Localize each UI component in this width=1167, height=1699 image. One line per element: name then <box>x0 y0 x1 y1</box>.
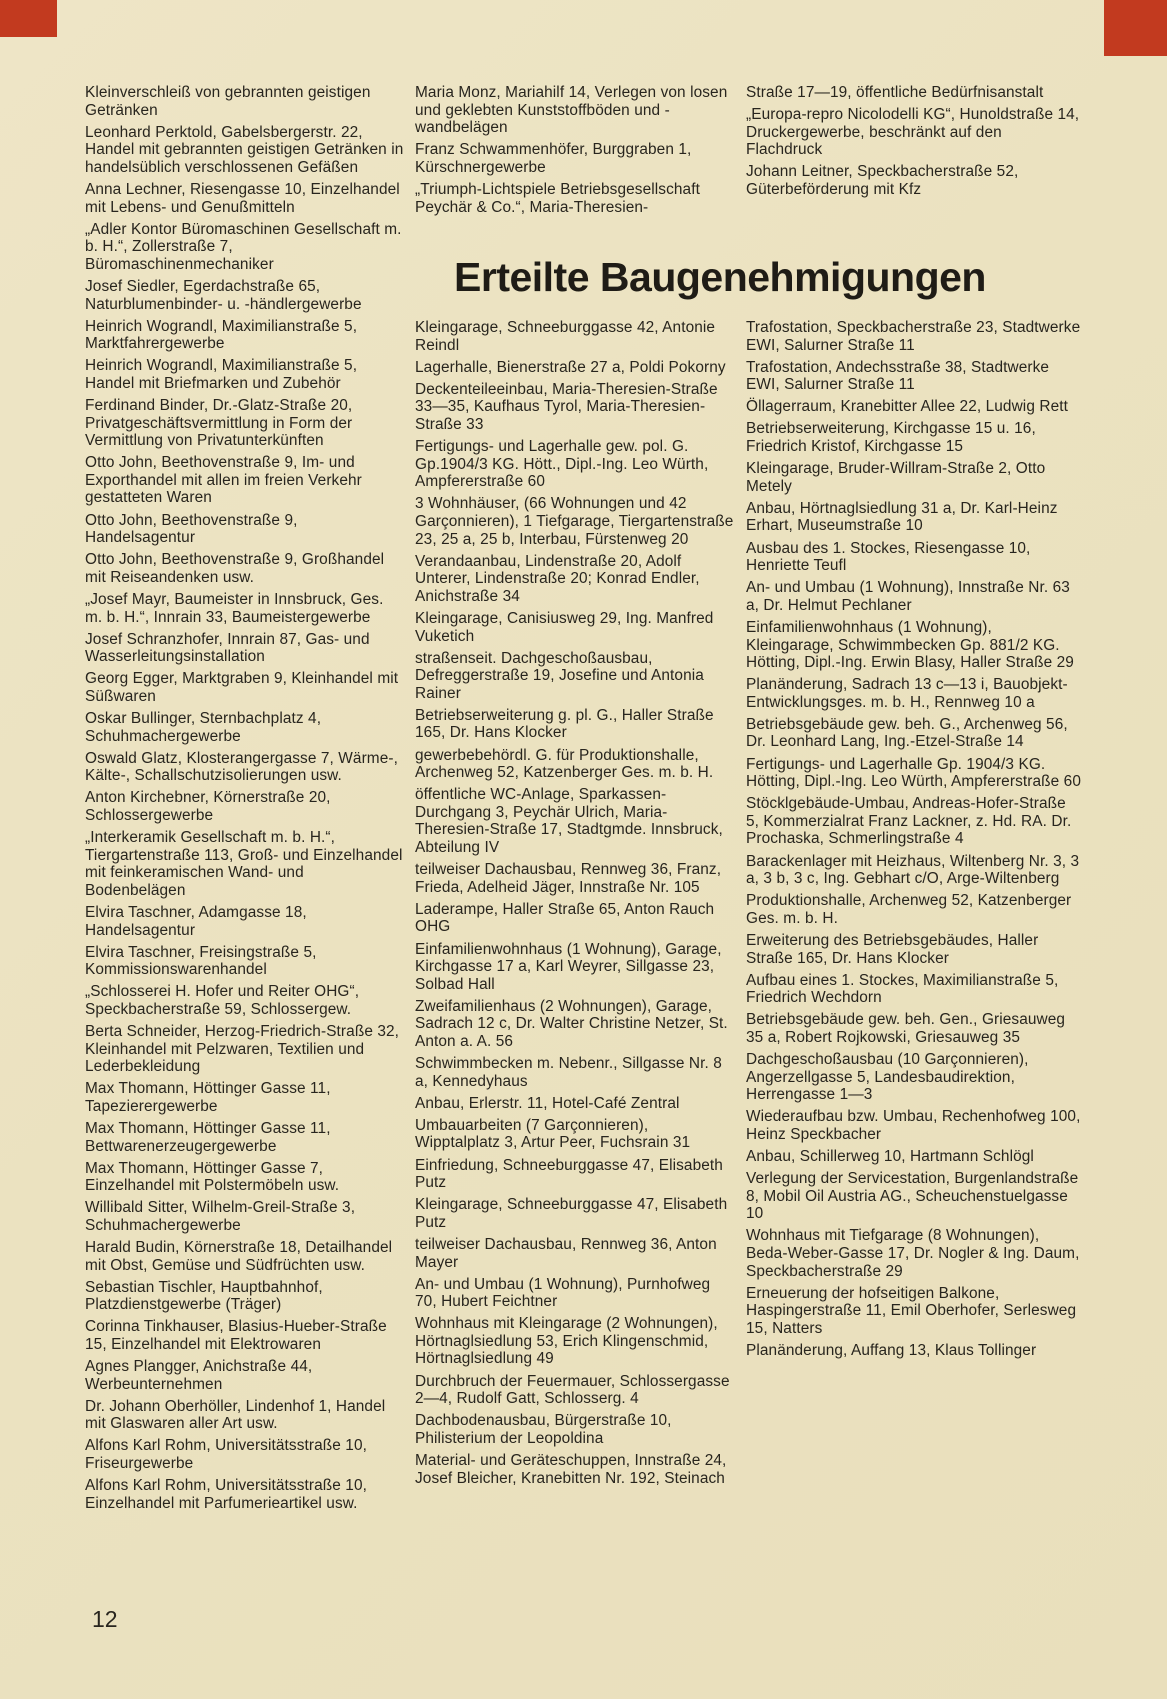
list-entry: „Schlosserei H. Hofer und Reiter OHG“, Speckbacherstraße 59, Schlossergew. <box>85 983 360 1018</box>
list-entry: Wohnhaus mit Tiefgarage (8 Wohnungen), Beda-Weber-Gasse 17, Dr. Nogler & Ing. Daum, Speckbacherstraße 29 <box>746 1227 1080 1280</box>
list-entry: Barackenlager mit Heizhaus, Wiltenberg Nr. 3, 3 a, 3 b, 3 c, Ing. Gebhart c/O, Arge-Wiltenberg <box>746 852 1080 888</box>
list-entry: Max Thomann, Höttinger Gasse 11, Bettwarenerzeugergewerbe <box>85 1119 331 1155</box>
list-entry: Max Thomann, Höttinger Gasse 11, Tapezierergewerbe <box>85 1080 331 1115</box>
list-entry: Trafostation, Speckbacherstraße 23, Stadtwerke EWI, Salurner Straße 11 <box>746 319 1081 354</box>
list-entry: Kleingarage, Canisiusweg 29, Ing. Manfred Vuketich <box>415 609 714 645</box>
list-entry: Max Thomann, Höttinger Gasse 7, Einzelhandel mit Polstermöbeln usw. <box>85 1159 340 1195</box>
list-entry: Harald Budin, Körnerstraße 18, Detailhandel mit Obst, Gemüse und Südfrüchten usw. <box>85 1239 393 1274</box>
list-entry: An- und Umbau (1 Wohnung), Purnhofweg 70, Hubert Feichtner <box>415 1275 711 1311</box>
list-entry: Franz Schwammenhöfer, Burggraben 1, Kürschnergewerbe <box>415 141 692 176</box>
list-entry: Anton Kirchebner, Körnerstraße 20, Schlossergewerbe <box>85 789 331 824</box>
list-entry: Stöcklgebäude-Umbau, Andreas-Hofer-Straße 5, Kommerzialrat Franz Lackner, z. Hd. RA. Dr. Prochaska, Schmerlingstraße 4 <box>746 795 1072 848</box>
list-entry: Einfamilienwohnhaus (1 Wohnung), Kleingarage, Schwimmbecken Gp. 881/2 KG. Hötting, Dipl.-Ing. Erwin Blasy, Haller Straße 29 <box>746 618 1074 672</box>
list-entry: „Interkeramik Gesellschaft m. b. H.“, Tiergartenstraße 113, Groß- und Einzelhandel mit feinkeramischen Wand- und Bodenbelägen <box>85 829 403 899</box>
list-entry: Johann Leitner, Speckbacherstraße 52, Güterbeförderung mit Kfz <box>746 163 1019 198</box>
list-entry: 3 Wohnhäuser, (66 Wohnungen und 42 Garçonnieren), 1 Tiefgarage, Tiergartenstraße 23, 25 a, 25 b, Interbau, Fürstenweg 20 <box>415 495 734 548</box>
page-number: 12 <box>92 1606 118 1632</box>
list-entry: Otto John, Beethovenstraße 9, Handelsagentur <box>85 511 298 547</box>
list-entry: Heinrich Wograndl, Maximilianstraße 5, Marktfahrergewerbe <box>85 317 358 353</box>
list-entry: Verlegung der Servicestation, Burgenlandstraße 8, Mobil Oil Austria AG., Scheuchenstuelgasse 10 <box>746 1170 1079 1223</box>
list-entry: Deckenteileeinbau, Maria-Theresien-Straße 33—35, Kaufhaus Tyrol, Maria-Theresien-Straße 33 <box>415 380 718 433</box>
list-entry: teilweiser Dachausbau, Rennweg 36, Franz, Frieda, Adelheid Jäger, Innstraße Nr. 105 <box>415 861 722 896</box>
list-entry: Erweiterung des Betriebsgebäudes, Haller Straße 165, Dr. Hans Klocker <box>746 931 1039 967</box>
list-entry: Trafostation, Andechsstraße 38, Stadtwerke EWI, Salurner Straße 11 <box>746 358 1050 394</box>
list-entry: Elvira Taschner, Adamgasse 18, Handelsagentur <box>85 903 307 939</box>
list-entry: Berta Schneider, Herzog-Friedrich-Straße 32, Kleinhandel mit Pelzwaren, Textilien und Lederbekleidung <box>85 1023 400 1076</box>
red-corner-mark-top-left <box>0 0 57 37</box>
list-entry: Lagerhalle, Bienerstraße 27 a, Poldi Pokorny <box>415 358 726 376</box>
list-entry: Erneuerung der hofseitigen Balkone, Haspingerstraße 11, Emil Oberhofer, Serlesweg 15, Natters <box>746 1284 1077 1337</box>
list-entry: Fertigungs- und Lagerhalle Gp. 1904/3 KG. Hötting, Dipl.-Ing. Leo Würth, Ampfererstraße 60 <box>746 755 1081 791</box>
list-entry: Oskar Bullinger, Sternbachplatz 4, Schuhmachergewerbe <box>85 710 322 745</box>
trade-register-continuation-band <box>415 84 1081 222</box>
list-entry: Dachgeschoßausbau (10 Garçonnieren), Angerzellgasse 5, Landesbaudirektion, Herrengasse 1—3 <box>746 1050 1029 1104</box>
list-entry: „Triumph-Lichtspiele Betriebsgesellschaft Peychär & Co.“, Maria-Theresien- <box>415 180 700 216</box>
list-entry: Einfriedung, Schneeburggasse 47, Elisabeth Putz <box>415 1156 723 1192</box>
list-entry: Josef Siedler, Egerdachstraße 65, Naturblumenbinder- u. -händlergewerbe <box>85 277 362 313</box>
list-entry: „Josef Mayr, Baumeister in Innsbruck, Ges. m. b. H.“, Innrain 33, Baumeistergewerbe <box>85 590 384 626</box>
list-entry: Betriebserweiterung, Kirchgasse 15 u. 16, Friedrich Kristof, Kirchgasse 15 <box>746 420 1036 456</box>
list-entry: Betriebserweiterung g. pl. G., Haller Straße 165, Dr. Hans Klocker <box>415 706 714 742</box>
list-entry: Material- und Geräteschuppen, Innstraße 24, Josef Bleicher, Kranebitten Nr. 192, Steinach <box>415 1451 727 1487</box>
list-entry: Oswald Glatz, Klosterangergasse 7, Wärme-, Kälte-, Schallschutzisolierungen usw. <box>85 749 398 785</box>
list-entry: Produktionshalle, Archenweg 52, Katzenberger Ges. m. b. H. <box>746 892 1072 927</box>
list-entry: Otto John, Beethovenstraße 9, Im- und Exporthandel mit allen im freien Verkehr gestatteten Waren <box>85 454 362 507</box>
list-entry: Anbau, Schillerweg 10, Hartmann Schlögl <box>746 1147 1034 1165</box>
list-entry: Laderampe, Haller Straße 65, Anton Rauch OHG <box>415 900 715 936</box>
trade-register-column-right-top <box>746 84 1081 222</box>
list-entry: Alfons Karl Rohm, Universitätsstraße 10, Friseurgewerbe <box>85 1437 367 1473</box>
list-entry: Durchbruch der Feuermauer, Schlossergasse 2—4, Rudolf Gatt, Schlosserg. 4 <box>415 1372 730 1408</box>
list-entry: Kleinverschleiß von gebrannten geistigen Getränken <box>85 84 371 119</box>
list-entry: Zweifamilienhaus (2 Wohnungen), Garage, Sadrach 12 c, Dr. Walter Christine Netzer, St. Anton a. A. 56 <box>415 997 728 1050</box>
list-entry: Josef Schranzhofer, Innrain 87, Gas- und Wasserleitungsinstallation <box>85 630 370 666</box>
list-entry: Corinna Tinkhauser, Blasius-Hueber-Straße 15, Einzelhandel mit Elektrowaren <box>85 1318 387 1353</box>
list-entry: Anbau, Hörtnaglsiedlung 31 a, Dr. Karl-Heinz Erhart, Museumstraße 10 <box>746 499 1058 535</box>
list-entry: Planänderung, Sadrach 13 c—13 i, Bauobjekt-Entwicklungsges. m. b. H., Rennweg 10 a <box>746 676 1068 711</box>
list-entry: Anna Lechner, Riesengasse 10, Einzelhandel mit Lebens- und Genußmitteln <box>85 180 400 216</box>
list-entry: teilweiser Dachausbau, Rennweg 36, Anton Mayer <box>415 1235 717 1271</box>
list-entry: Betriebsgebäude gew. beh. G., Archenweg 56, Dr. Leonhard Lang, Ing.-Etzel-Straße 14 <box>746 715 1068 751</box>
list-entry: Öllagerraum, Kranebitter Allee 22, Ludwig Rett <box>746 398 1068 416</box>
list-entry: Willibald Sitter, Wilhelm-Greil-Straße 3, Schuhmachergewerbe <box>85 1199 356 1234</box>
list-entry: öffentliche WC-Anlage, Sparkassen-Durchgang 3, Peychär Ulrich, Maria-Theresien-Straße 17, Stadtgmde. Innsbruck, Abteilung IV <box>415 786 723 857</box>
list-entry: straßenseit. Dachgeschoßausbau, Defreggerstraße 19, Josefine und Antonia Rainer <box>415 649 704 702</box>
list-entry: Kleingarage, Schneeburggasse 47, Elisabeth Putz <box>415 1196 728 1231</box>
list-entry: „Adler Kontor Büromaschinen Gesellschaft m. b. H.“, Zollerstraße 7, Büromaschinenmechaniker <box>85 220 402 273</box>
right-content-area <box>415 84 1081 1492</box>
list-entry: Georg Egger, Marktgraben 9, Kleinhandel mit Süßwaren <box>85 670 399 705</box>
list-entry: Straße 17—19, öffentliche Bedürfnisanstalt <box>746 84 1044 101</box>
list-entry: Wohnhaus mit Kleingarage (2 Wohnungen), Hörtnaglsiedlung 53, Erich Klingenschmid, Hörtnaglsiedlung 49 <box>415 1315 718 1368</box>
trade-register-column-left <box>85 84 404 1517</box>
red-corner-mark-top-right <box>1104 0 1167 56</box>
list-entry: Umbauarbeiten (7 Garçonnieren), Wipptalplatz 3, Artur Peer, Fuchsrain 31 <box>415 1116 691 1152</box>
list-entry: Ferdinand Binder, Dr.-Glatz-Straße 20, Privatgeschäftsvermittlung in Form der Vermittlung von Privatunterkünften <box>85 397 353 450</box>
list-entry: Kleingarage, Schneeburggasse 42, Antonie Reindl <box>415 319 716 354</box>
list-entry: Betriebsgebäude gew. beh. Gen., Griesauweg 35 a, Robert Rojkowski, Griesauweg 35 <box>746 1011 1066 1046</box>
list-entry: Otto John, Beethovenstraße 9, Großhandel mit Reiseandenken usw. <box>85 551 385 586</box>
list-entry: Aufbau eines 1. Stockes, Maximilianstraße 5, Friedrich Wechdorn <box>746 971 1059 1007</box>
list-entry: Ausbau des 1. Stockes, Riesengasse 10, Henriette Teufl <box>746 539 1031 575</box>
list-entry: Fertigungs- und Lagerhalle gew. pol. G. Gp.1904/3 KG. Hött., Dipl.-Ing. Leo Würth, Ampfererstraße 60 <box>415 438 709 491</box>
list-entry: Sebastian Tischler, Hauptbahnhof, Platzdienstgewerbe (Träger) <box>85 1278 323 1314</box>
list-entry: Leonhard Perktold, Gabelsbergerstr. 22, Handel mit gebrannten geistigen Getränken in handelsüblich verschlossenen Gefäßen <box>85 123 404 176</box>
building-permits-section <box>415 319 1081 1492</box>
building-permits-column-left <box>415 319 734 1492</box>
list-entry: Agnes Plangger, Anichstraße 44, Werbeunternehmen <box>85 1358 313 1393</box>
list-entry: „Europa-repro Nicolodelli KG“, Hunoldstraße 14, Druckergewerbe, beschränkt auf den Flachdruck <box>746 106 1080 159</box>
list-entry: Elvira Taschner, Freisingstraße 5, Kommissionswarenhandel <box>85 943 317 979</box>
trade-register-column-middle-top <box>415 84 734 222</box>
list-entry: Dachbodenausbau, Bürgerstraße 10, Philisterium der Leopoldina <box>415 1412 672 1447</box>
list-entry: Maria Monz, Mariahilf 14, Verlegen von losen und geklebten Kunststoffböden und -wandbelägen <box>415 84 728 137</box>
section-heading-building-permits: Erteilte Baugenehmigungen <box>454 254 986 300</box>
list-entry: Wiederaufbau bzw. Umbau, Rechenhofweg 100, Heinz Speckbacher <box>746 1108 1081 1143</box>
list-entry: An- und Umbau (1 Wohnung), Innstraße Nr. 63 a, Dr. Helmut Pechlaner <box>746 579 1070 614</box>
list-entry: Schwimmbecken m. Nebenr., Sillgasse Nr. 8 a, Kennedyhaus <box>415 1055 722 1090</box>
list-entry: Dr. Johann Oberhöller, Lindenhof 1, Handel mit Glaswaren aller Art usw. <box>85 1397 386 1433</box>
building-permits-column-right <box>746 319 1081 1492</box>
list-entry: gewerbebehördl. G. für Produktionshalle, Archenweg 52, Katzenberger Ges. m. b. H. <box>415 746 714 782</box>
list-entry: Anbau, Erlerstr. 11, Hotel-Café Zentral <box>415 1094 680 1112</box>
list-entry: Heinrich Wograndl, Maximilianstraße 5, Handel mit Briefmarken und Zubehör <box>85 357 358 392</box>
list-entry: Planänderung, Auffang 13, Klaus Tollinger <box>746 1341 1037 1359</box>
list-entry: Verandaanbau, Lindenstraße 20, Adolf Unterer, Lindenstraße 20; Konrad Endler, Anichstraße 34 <box>415 552 700 605</box>
list-entry: Alfons Karl Rohm, Universitätsstraße 10, Einzelhandel mit Parfumerieartikel usw. <box>85 1477 367 1512</box>
list-entry: Kleingarage, Bruder-Willram-Straße 2, Otto Metely <box>746 460 1046 495</box>
list-entry: Einfamilienwohnhaus (1 Wohnung), Garage, Kirchgasse 17 a, Karl Weyrer, Sillgasse 23, Solbad Hall <box>415 940 722 993</box>
